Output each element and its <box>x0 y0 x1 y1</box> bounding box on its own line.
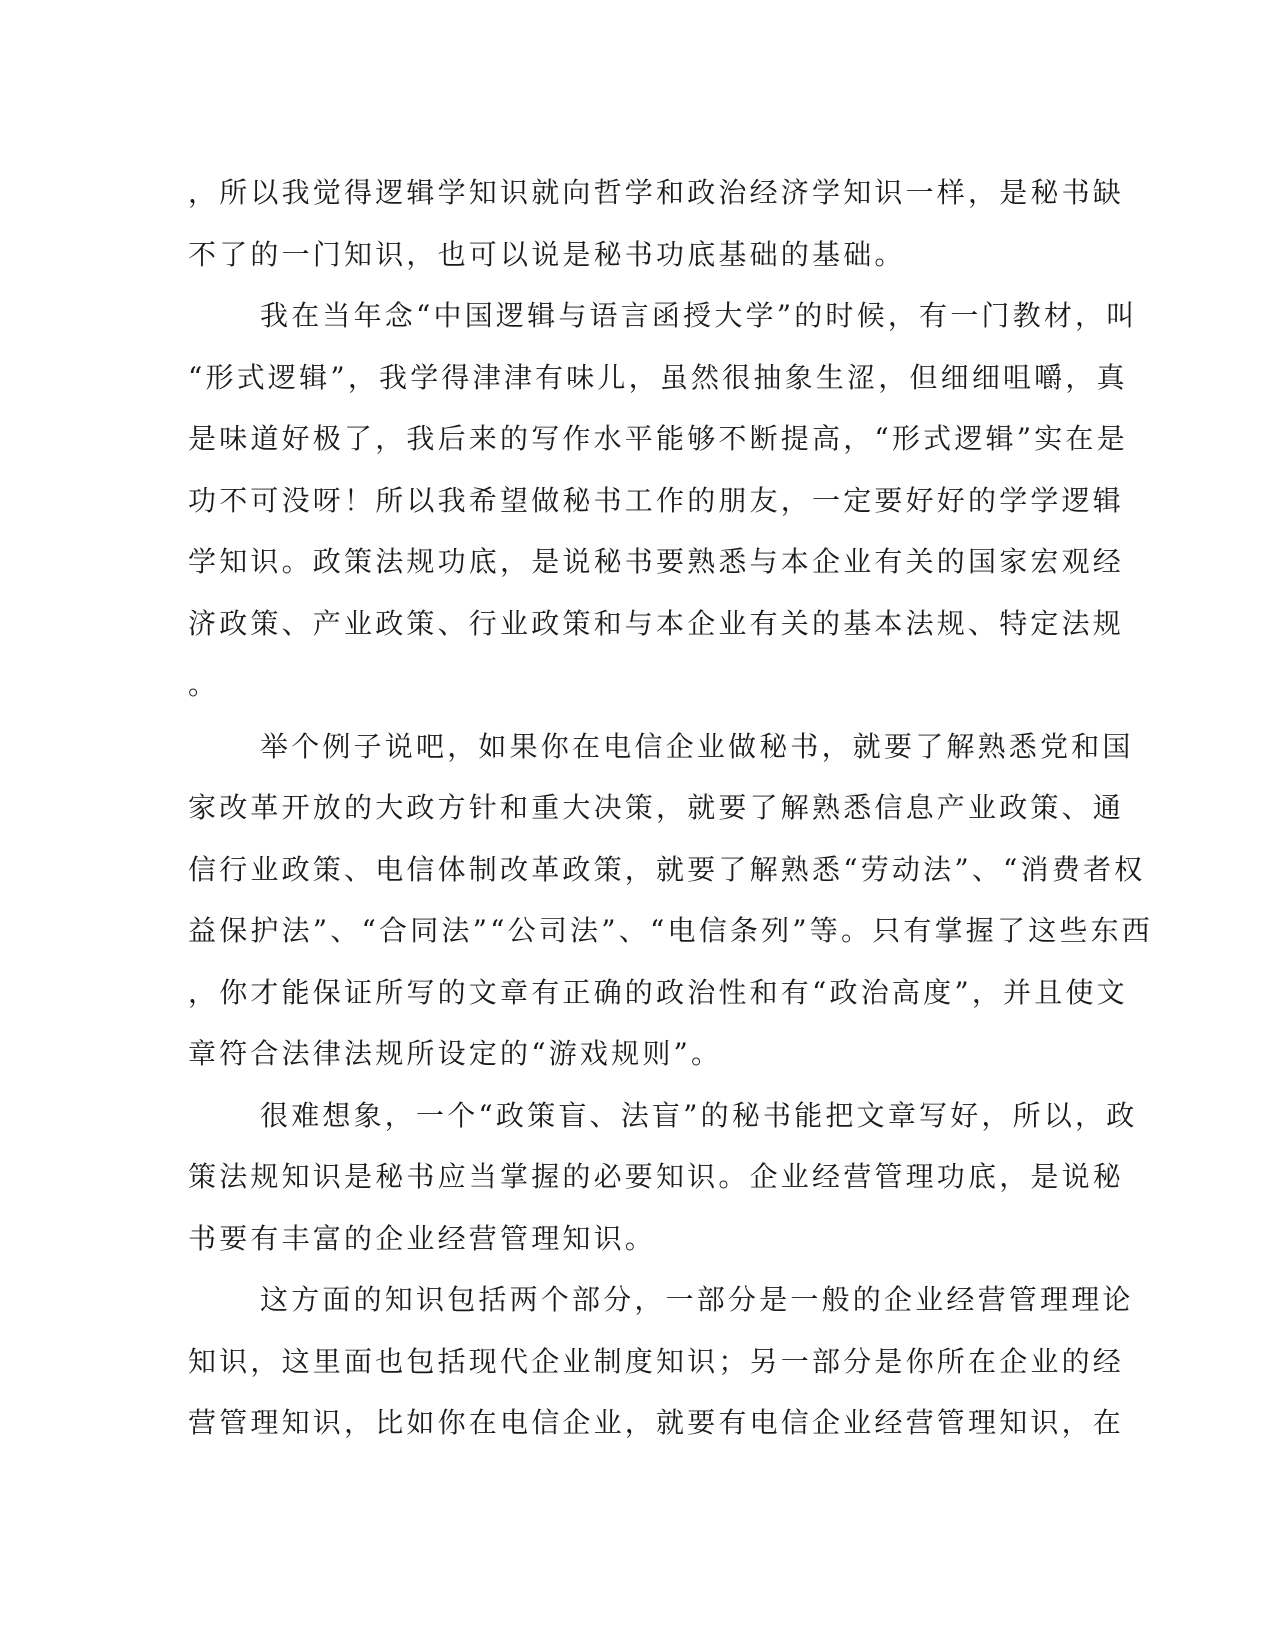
text-line: 信行业政策、电信体制改革政策，就要了解熟悉“劳动法”、“消费者权 <box>188 852 1146 886</box>
text-line: 益保护法”、“合同法”“公司法”、“电信条列”等。只有掌握了这些东西 <box>188 914 1154 947</box>
text-line: 知识，这里面也包括现代企业制度知识；另一部分是你所在企业的经 <box>188 1344 1125 1378</box>
text-line: 家改革开放的大政方针和重大决策，就要了解熟悉信息产业政策、通 <box>188 791 1125 824</box>
text-line: 很难想象，一个“政策盲、法盲”的秘书能把文章写好，所以，政 <box>260 1098 1138 1132</box>
text-line: 我在当年念“中国逻辑与语言函授大学”的时候，有一门教材，叫 <box>260 299 1138 332</box>
text-line: 功不可没呀！所以我希望做秘书工作的朋友，一定要好好的学学逻辑 <box>188 483 1125 517</box>
text-line: ，所以我觉得逻辑学知识就向哲学和政治经济学知识一样，是秘书缺 <box>188 176 1125 209</box>
text-line: 策法规知识是秘书应当掌握的必要知识。企业经营管理功底，是说秘 <box>188 1160 1125 1193</box>
text-line: 章符合法律法规所设定的“游戏规则”。 <box>188 1037 723 1070</box>
text-line: 举个例子说吧，如果你在电信企业做秘书，就要了解熟悉党和国 <box>260 729 1134 763</box>
text-line: 这方面的知识包括两个部分，一部分是一般的企业经营管理理论 <box>260 1283 1134 1316</box>
text-line: 书要有丰富的企业经营管理知识。 <box>188 1221 657 1255</box>
text-line: 。 <box>188 668 220 701</box>
text-line: 学知识。政策法规功底，是说秘书要熟悉与本企业有关的国家宏观经 <box>188 545 1125 578</box>
text-line: ，你才能保证所写的文章有正确的政治性和有“政治高度”，并且使文 <box>188 975 1128 1009</box>
text-line: 济政策、产业政策、行业政策和与本企业有关的基本法规、特定法规 <box>188 606 1125 640</box>
text-line: “形式逻辑”，我学得津津有味儿，虽然很抽象生涩，但细细咀嚼，真 <box>188 360 1128 394</box>
text-line: 是味道好极了，我后来的写作水平能够不断提高，“形式逻辑”实在是 <box>188 422 1128 455</box>
text-line: 不了的一门知识，也可以说是秘书功底基础的基础。 <box>188 237 906 271</box>
body-text <box>188 162 1154 1454</box>
text-line: 营管理知识，比如你在电信企业，就要有电信企业经营管理知识，在 <box>188 1406 1125 1439</box>
